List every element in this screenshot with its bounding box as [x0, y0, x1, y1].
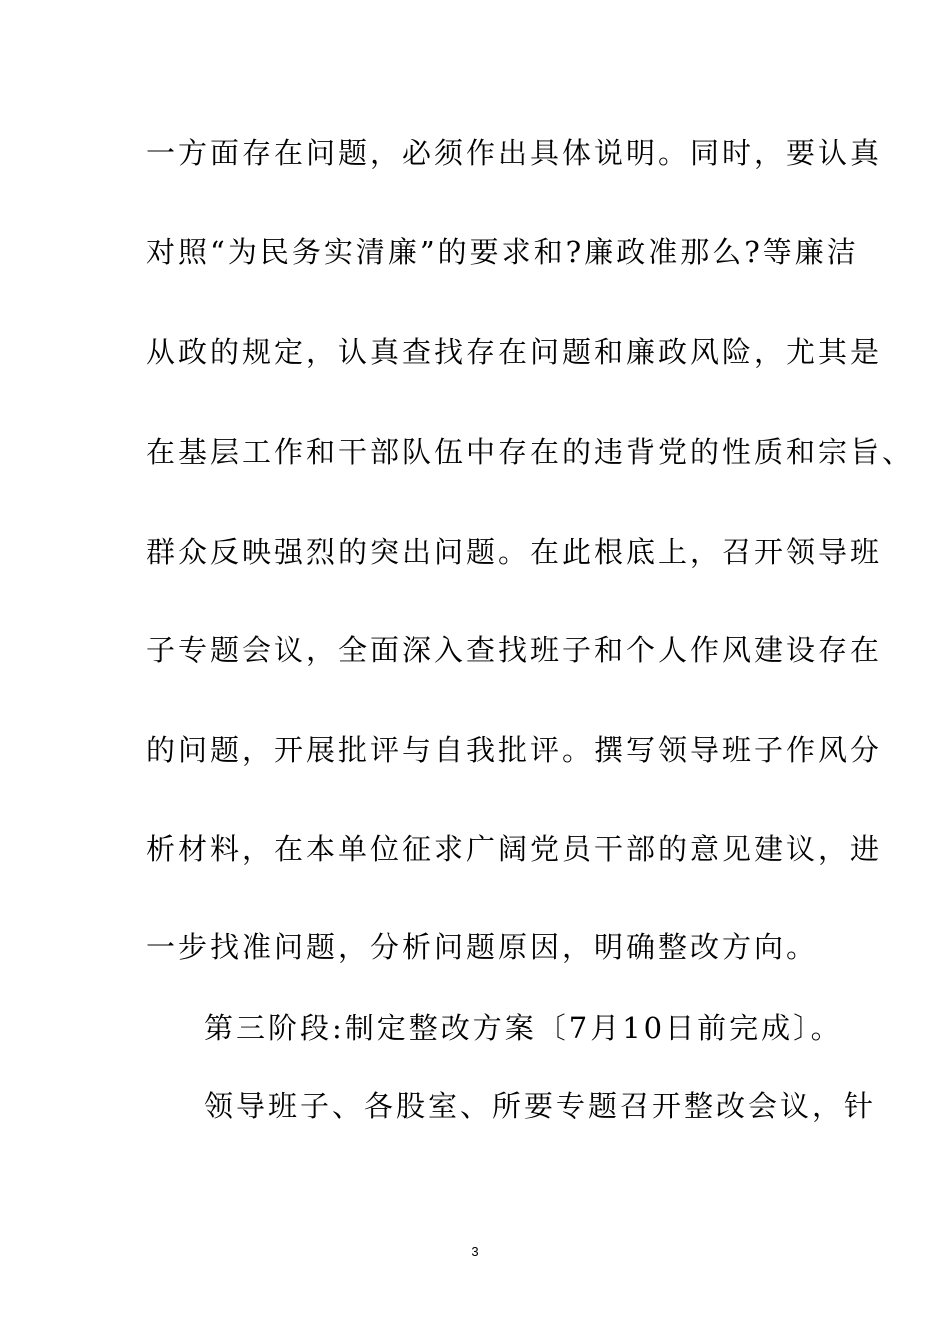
- section-heading: 第三阶段:制定整改方案〔7月10日前完成〕。: [204, 1011, 843, 1045]
- paragraph-start: 领导班子、各股室、所要专题召开整改会议，针: [204, 1089, 877, 1123]
- body-text-line: 从政的规定，认真查找存在问题和廉政风险，尤其是: [146, 335, 883, 369]
- body-text-line: 一步找准问题，分析问题原因，明确整改方向。: [146, 930, 819, 964]
- body-text-line: 对照“为民务实清廉”的要求和?廉政准那么?等廉洁: [146, 235, 859, 269]
- body-text-line: 的问题，开展批评与自我批评。撰写领导班子作风分: [146, 733, 883, 767]
- page-number: 3: [471, 1244, 479, 1259]
- body-text-line: 析材料，在本单位征求广阔党员干部的意见建议，进: [146, 832, 883, 866]
- body-text-line: 一方面存在问题，必须作出具体说明。同时，要认真: [146, 136, 883, 170]
- body-text-line: 在基层工作和干部队伍中存在的违背党的性质和宗旨、: [146, 435, 915, 469]
- body-text-line: 子专题会议，全面深入查找班子和个人作风建设存在: [146, 633, 883, 667]
- body-text-line: 群众反映强烈的突出问题。在此根底上，召开领导班: [146, 535, 883, 569]
